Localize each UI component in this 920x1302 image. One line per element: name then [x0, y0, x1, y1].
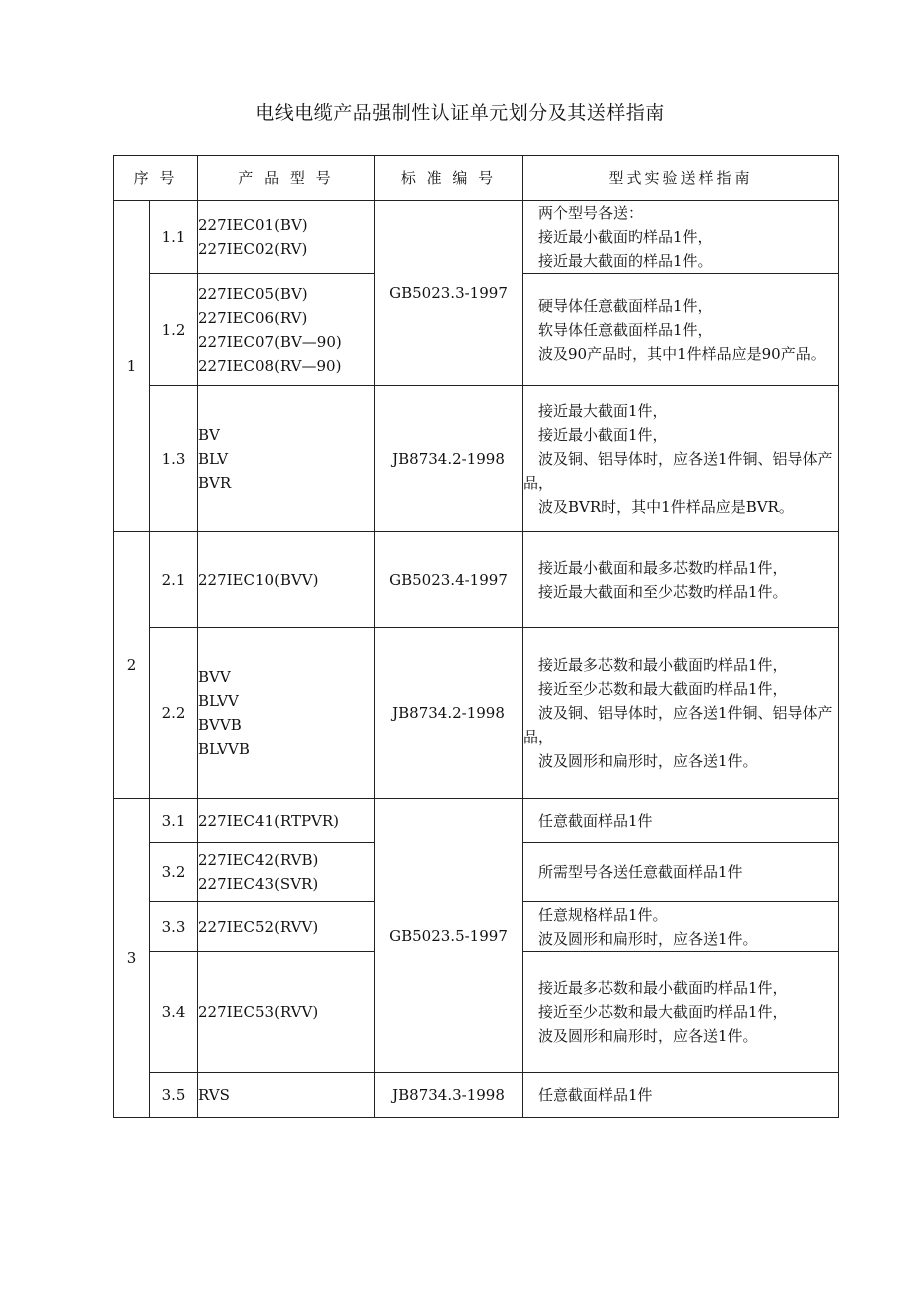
sub-number: 2.1 — [150, 532, 198, 628]
sub-number: 3.3 — [150, 902, 198, 952]
standard-number: JB8734.2-1998 — [375, 386, 523, 532]
sub-number: 3.4 — [150, 952, 198, 1073]
sample-guide: 任意规格样品1件。 波及圆形和扁形时，应各送1件。 — [523, 902, 839, 952]
sub-number: 1.2 — [150, 274, 198, 386]
sample-guide: 任意截面样品1件 — [523, 799, 839, 843]
standard-number: GB5023.4-1997 — [375, 532, 523, 628]
sub-number: 1.3 — [150, 386, 198, 532]
sample-guide: 接近最大截面1件， 接近最小截面1件， 波及铜、铝导体时，应各送1件铜、铝导体产品， 波及BVR时，其中1件样品应是BVR。 — [523, 386, 839, 532]
product-model: 227IEC05(BV) 227IEC06(RV) 227IEC07(BV—90) 227IEC08(RV—90) — [198, 274, 375, 386]
standard-number: JB8734.3-1998 — [375, 1073, 523, 1118]
product-model: 227IEC52(RVV) — [198, 902, 375, 952]
standard-number: JB8734.2-1998 — [375, 628, 523, 799]
sample-guide: 任意截面样品1件 — [523, 1073, 839, 1118]
product-model: 227IEC41(RTPVR) — [198, 799, 375, 843]
header-model: 产 品 型 号 — [198, 156, 375, 201]
document-title: 电线电缆产品强制性认证单元划分及其送样指南 — [255, 102, 665, 124]
product-model: RVS — [198, 1073, 375, 1118]
table-row — [114, 532, 839, 628]
sub-number: 1.1 — [150, 201, 198, 274]
sample-guide: 接近最小截面和最多芯数旳样品1件， 接近最大截面和至少芯数旳样品1件。 — [523, 532, 839, 628]
sub-number: 2.2 — [150, 628, 198, 799]
group-number: 3 — [114, 799, 150, 1118]
header-guide: 型式实验送样指南 — [523, 156, 839, 201]
product-model: BVV BLVV BVVB BLVVB — [198, 628, 375, 799]
table-row — [114, 628, 839, 799]
table-row — [114, 201, 839, 274]
table-row — [114, 1073, 839, 1118]
sample-guide: 硬导体任意截面样品1件， 软导体任意截面样品1件， 波及90产品时，其中1件样品应是90产品。 — [523, 274, 839, 386]
product-model: 227IEC10(BVV) — [198, 532, 375, 628]
sample-guide: 接近最多芯数和最小截面旳样品1件， 接近至少芯数和最大截面旳样品1件， 波及铜、铝导体时，应各送1件铜、铝导体产品， 波及圆形和扁形时，应各送1件。 — [523, 628, 839, 799]
table-row — [114, 386, 839, 532]
sample-guide: 接近最多芯数和最小截面旳样品1件， 接近至少芯数和最大截面旳样品1件， 波及圆形和扁形时，应各送1件。 — [523, 952, 839, 1073]
standard-number: GB5023.3-1997 — [375, 201, 523, 386]
product-model: 227IEC42(RVB) 227IEC43(SVR) — [198, 843, 375, 902]
certification-table — [113, 155, 839, 1118]
product-model: 227IEC53(RVV) — [198, 952, 375, 1073]
sub-number: 3.5 — [150, 1073, 198, 1118]
header-seq: 序 号 — [114, 156, 198, 201]
group-number: 2 — [114, 532, 150, 799]
header-standard: 标 准 编 号 — [375, 156, 523, 201]
group-number: 1 — [114, 201, 150, 532]
table-row — [114, 799, 839, 843]
header-row — [114, 156, 839, 201]
sub-number: 3.1 — [150, 799, 198, 843]
sample-guide: 所需型号各送任意截面样品1件 — [523, 843, 839, 902]
sample-guide: 两个型号各送： 接近最小截面旳样品1件， 接近最大截面的样品1件。 — [523, 201, 839, 274]
sub-number: 3.2 — [150, 843, 198, 902]
product-model: BV BLV BVR — [198, 386, 375, 532]
product-model: 227IEC01(BV) 227IEC02(RV) — [198, 201, 375, 274]
standard-number: GB5023.5-1997 — [375, 799, 523, 1073]
